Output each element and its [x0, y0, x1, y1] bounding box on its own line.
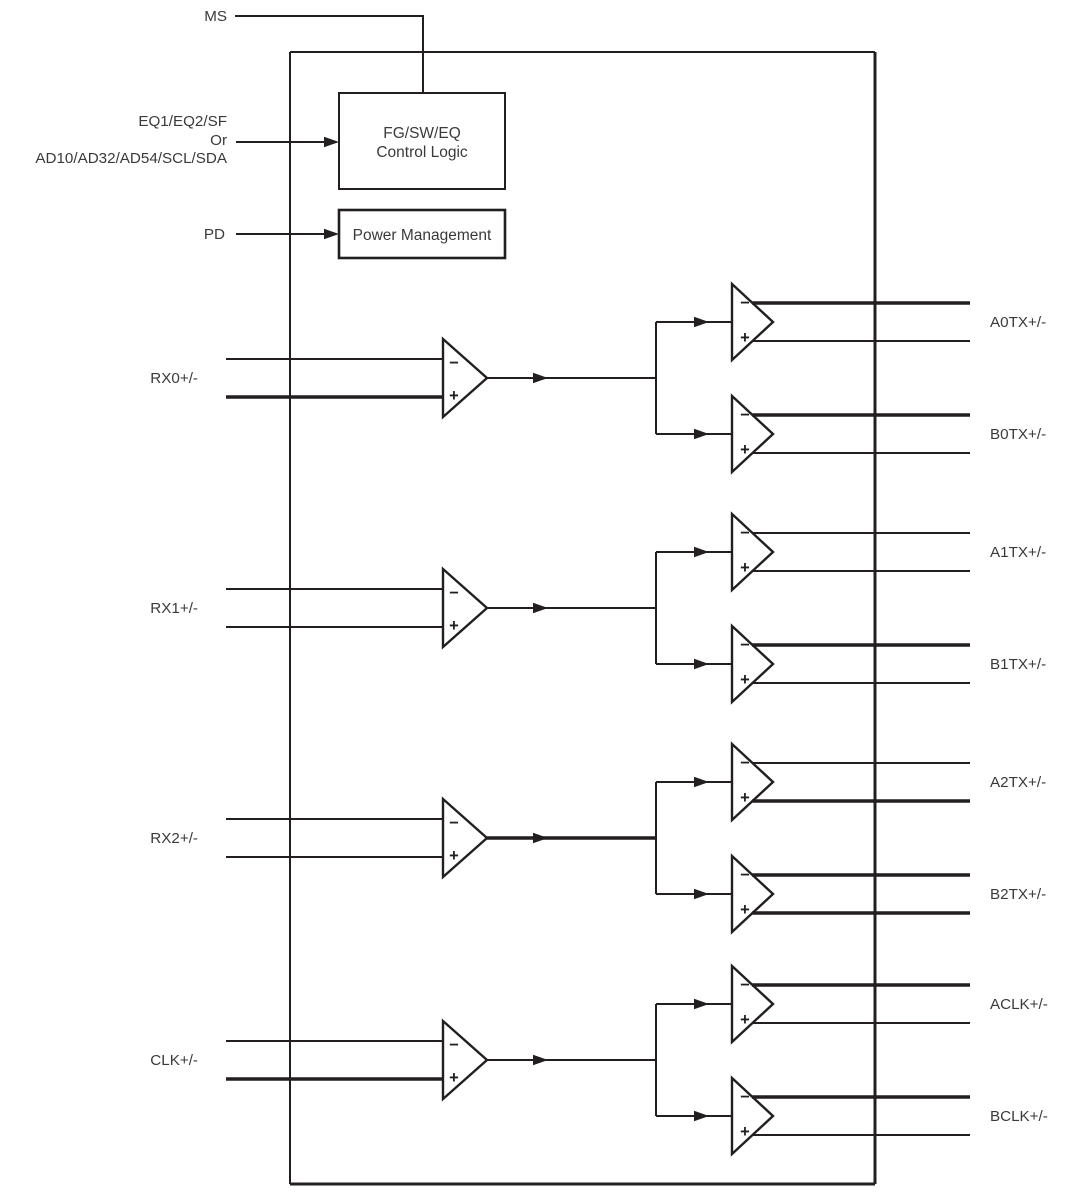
amp-minus-sign: −: [740, 866, 750, 884]
amp-plus-sign: +: [740, 1011, 750, 1029]
amp-plus-sign: +: [740, 441, 750, 459]
arrowhead-icon: [533, 373, 548, 383]
arrowhead-icon: [694, 777, 709, 787]
output-amp-b: [732, 626, 773, 702]
input-amp: [443, 1021, 487, 1099]
channel-input-label: RX2+/-: [150, 830, 198, 847]
arrowhead-icon: [694, 999, 709, 1009]
amp-minus-sign: −: [740, 754, 750, 772]
amp-plus-sign: +: [740, 901, 750, 919]
output-amp-a: [732, 744, 773, 820]
control-logic-block: [339, 93, 505, 189]
amp-minus-sign: −: [449, 814, 459, 832]
ms-wire: [235, 16, 423, 93]
channel-clk: [150, 966, 1048, 1154]
output-amp-b: [732, 856, 773, 932]
channel-output-label: A1TX+/-: [990, 544, 1047, 561]
ms-label: MS: [204, 8, 227, 25]
power-management-label: Power Management: [352, 227, 492, 244]
amp-minus-sign: −: [740, 1088, 750, 1106]
arrowhead-icon: [533, 833, 548, 843]
arrowhead-icon: [324, 229, 339, 239]
amp-minus-sign: −: [449, 354, 459, 372]
amp-plus-sign: +: [740, 329, 750, 347]
amp-plus-sign: +: [449, 847, 459, 865]
eq-label-line3: AD10/AD32/AD54/SCL/SDA: [35, 150, 227, 167]
amp-plus-sign: +: [740, 1123, 750, 1141]
amp-minus-sign: −: [740, 294, 750, 312]
amp-plus-sign: +: [740, 671, 750, 689]
amp-plus-sign: +: [449, 387, 459, 405]
output-amp-a: [732, 966, 773, 1042]
ms-input: [204, 8, 423, 93]
channel-output-label: B0TX+/-: [990, 426, 1047, 443]
channel-rx0: [150, 284, 1046, 472]
channel-rx1: [150, 514, 1046, 702]
amp-minus-sign: −: [449, 1036, 459, 1054]
output-amp-a: [732, 284, 773, 360]
eq-label-line1: EQ1/EQ2/SF: [138, 113, 227, 130]
amp-plus-sign: +: [449, 1069, 459, 1087]
amp-plus-sign: +: [740, 789, 750, 807]
arrowhead-icon: [694, 547, 709, 557]
channel-input-label: RX0+/-: [150, 370, 198, 387]
input-amp: [443, 569, 487, 647]
amp-minus-sign: −: [740, 406, 750, 424]
arrowhead-icon: [694, 317, 709, 327]
pd-input: [204, 226, 339, 243]
arrowhead-icon: [533, 603, 548, 613]
output-amp-b: [732, 396, 773, 472]
arrowhead-icon: [694, 429, 709, 439]
output-amp-b: [732, 1078, 773, 1154]
eq-label-line2: Or: [210, 132, 227, 149]
arrowhead-icon: [694, 659, 709, 669]
amp-minus-sign: −: [740, 976, 750, 994]
channel-output-label: A0TX+/-: [990, 314, 1047, 331]
arrowhead-icon: [694, 889, 709, 899]
output-amp-a: [732, 514, 773, 590]
channels: [150, 284, 1048, 1154]
amp-minus-sign: −: [740, 524, 750, 542]
channel-output-label: ACLK+/-: [990, 996, 1048, 1013]
pd-label: PD: [203, 226, 225, 243]
input-amp: [443, 799, 487, 877]
arrowhead-icon: [533, 1055, 548, 1065]
channel-output-label: BCLK+/-: [990, 1108, 1048, 1125]
channel-rx2: [150, 744, 1046, 932]
amp-minus-sign: −: [740, 636, 750, 654]
power-management-block: [339, 210, 505, 258]
channel-output-label: B2TX+/-: [990, 886, 1047, 903]
channel-input-label: CLK+/-: [150, 1052, 198, 1069]
arrowhead-icon: [324, 137, 339, 147]
input-amp: [443, 339, 487, 417]
control-logic-label-line2: Control Logic: [376, 144, 468, 161]
channel-input-label: RX1+/-: [150, 600, 198, 617]
amp-plus-sign: +: [449, 617, 459, 635]
channel-output-label: A2TX+/-: [990, 774, 1047, 791]
amp-plus-sign: +: [740, 559, 750, 577]
control-logic-label-line1: FG/SW/EQ: [383, 125, 461, 142]
amp-minus-sign: −: [449, 584, 459, 602]
channel-output-label: B1TX+/-: [990, 656, 1047, 673]
arrowhead-icon: [694, 1111, 709, 1121]
eq-input: [35, 113, 339, 167]
